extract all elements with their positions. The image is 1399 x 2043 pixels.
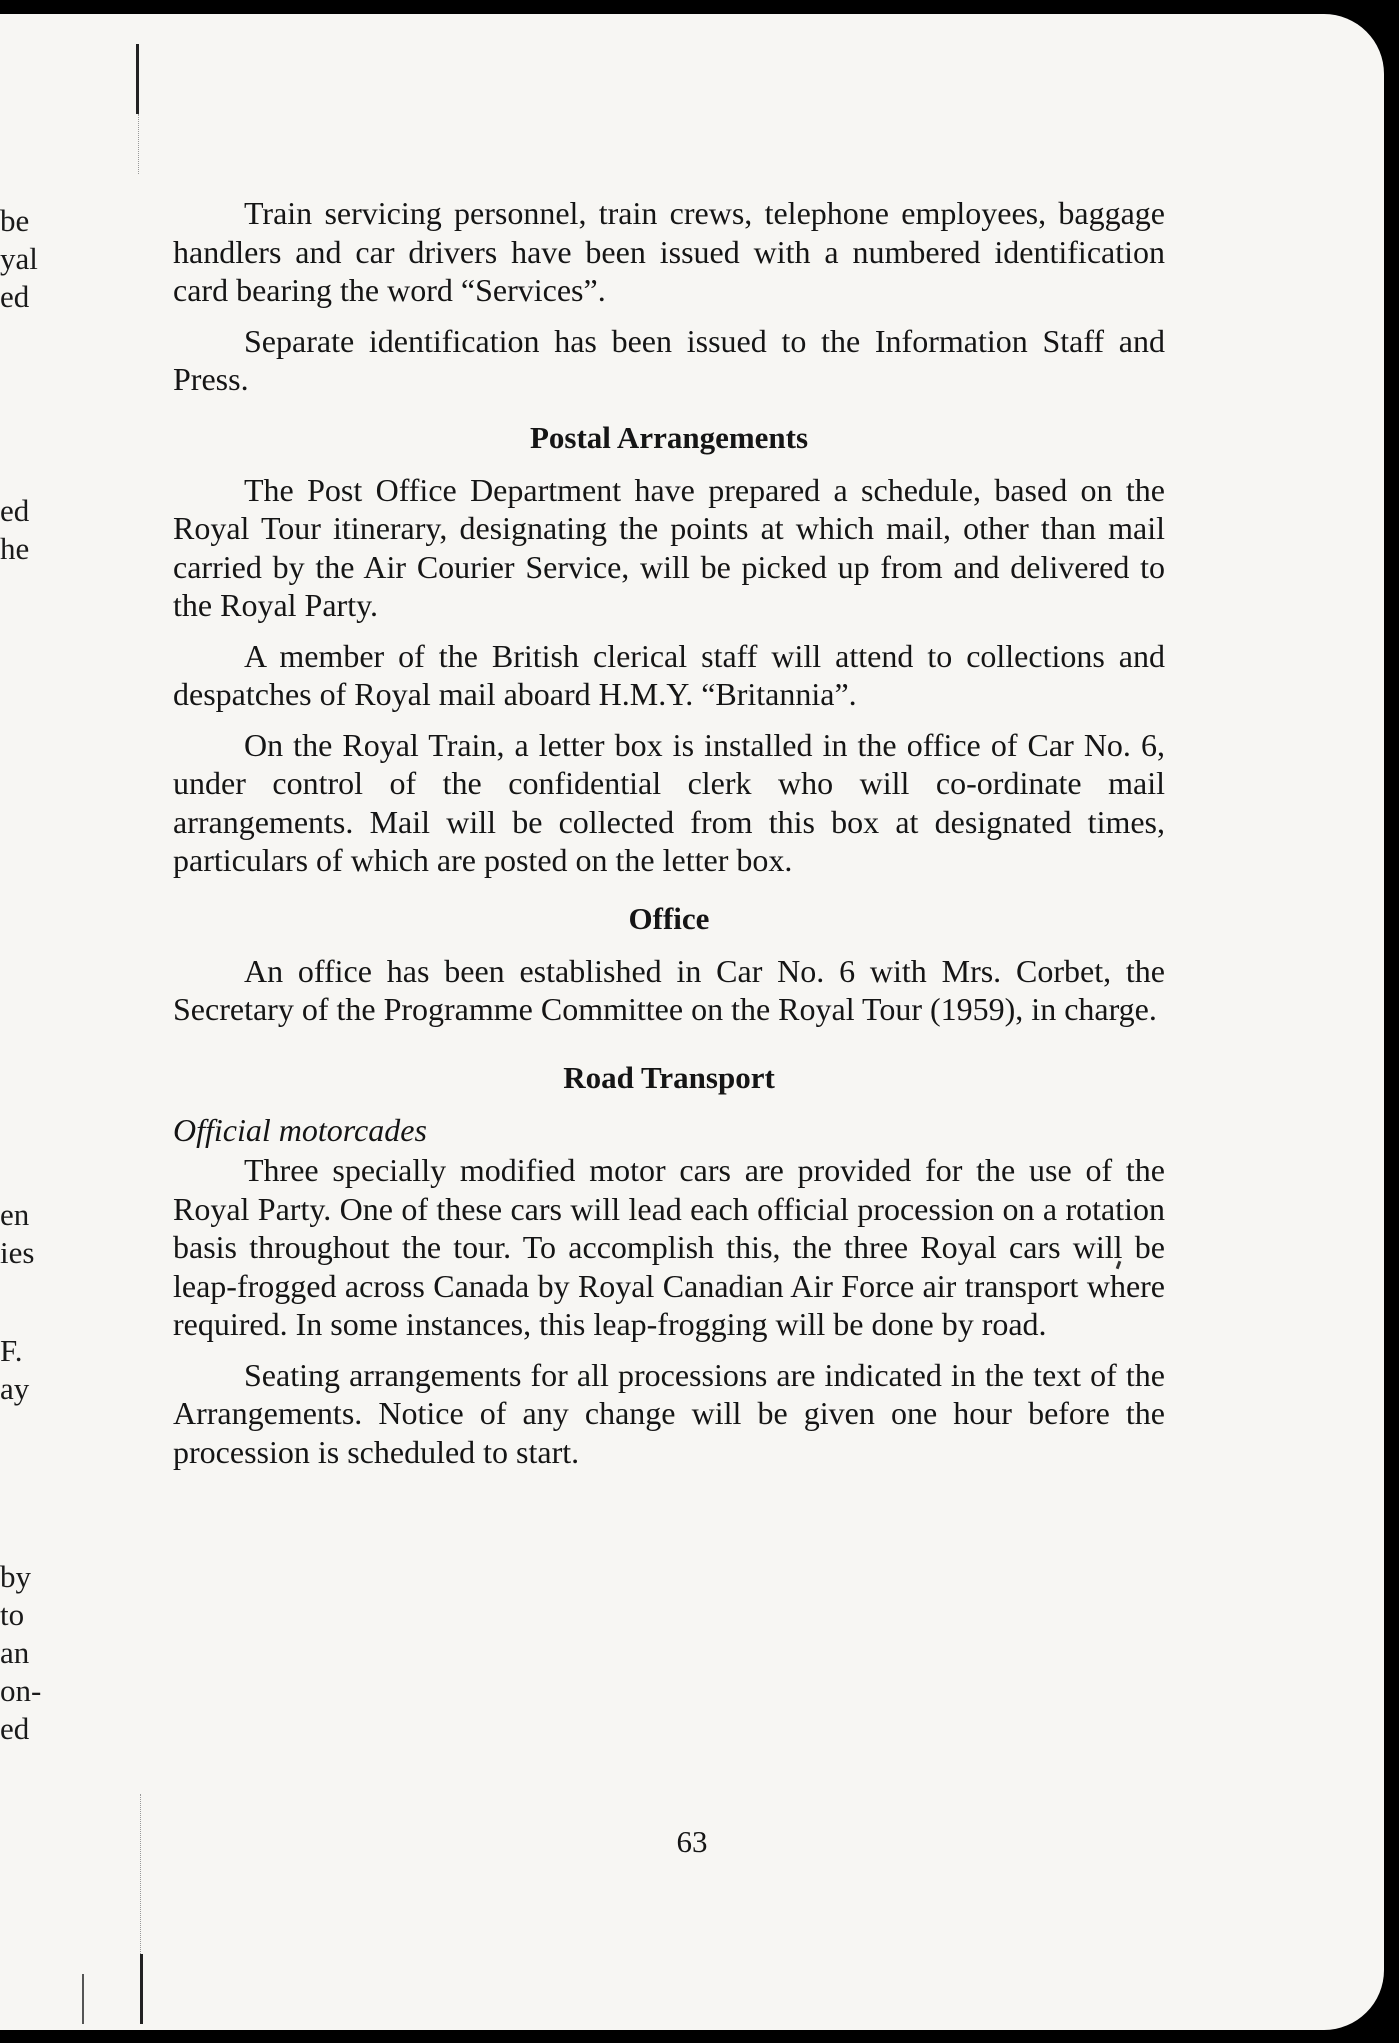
facing-page-fragment-4 [0, 1332, 29, 1408]
fragment-line: ed [0, 1711, 30, 1746]
intro-paragraph-1: Train servicing personnel, train crews, telephone employees, baggage handlers and car drivers have been issued with a numbered identification card bearing the word “Services”. [173, 195, 1165, 308]
office-heading: Office [628, 900, 710, 936]
fragment-line: F. [0, 1333, 23, 1368]
road-paragraph-2: Seating arrangements for all processions are indicated in the text of the Arrangements. Notice of any change will be given one hour before the procession is scheduled to start. [173, 1356, 1165, 1470]
fragment-line: yal [0, 241, 38, 276]
page-number: 63 [676, 1824, 708, 1859]
postal-paragraph-3: On the Royal Train, a letter box is installed in the office of Car No. 6, under control of the confidential clerk who will co-ordinate mail arrangements. Mail will be collected from this box at designated times, particulars of which are posted on the letter box. [173, 726, 1165, 878]
facing-page-fragment-5 [0, 1558, 41, 1748]
fragment-line: an [0, 1635, 30, 1670]
road-paragraph-1: Three specially modified motor cars are provided for the use of the Royal Party. One of these cars will lead each official procession on a rotation basis throughout the tour. To accomplish this, the three Royal cars will be leap-frogged across Canada by Royal Canadian Air Force air transport where required. In some instances, this leap-frogging will be done by road. [173, 1152, 1165, 1342]
postal-paragraph-2: A member of the British clerical staff will attend to collections and despatches of Royal mail aboard H.M.Y. “Britannia”. [173, 637, 1165, 712]
facing-page-fragment-2 [0, 492, 29, 568]
binding-mark-bottom [140, 1954, 143, 2024]
binding-dots-top [138, 114, 140, 174]
intro-paragraph-2: Separate identification has been issued to the Information Staff and Press. [173, 322, 1165, 397]
postal-paragraph-1: The Post Office Department have prepared a schedule, based on the Royal Tour itinerary, designating the points at which mail, other than mail carried by the Air Courier Service, will be picked up from and delivered to the Royal Party. [173, 471, 1165, 623]
fragment-line: ies [0, 1235, 35, 1270]
document-page [0, 14, 1384, 2030]
postal-heading: Postal Arrangements [529, 419, 809, 455]
fragment-line: en [0, 1197, 30, 1232]
binding-mark-top [136, 44, 139, 114]
fragment-line: ay [0, 1371, 30, 1406]
motorcades-subheading: Official motorcades [173, 1111, 427, 1148]
binding-dots-bottom [140, 1794, 142, 1954]
facing-page-fragment-3 [0, 1196, 34, 1272]
fragment-line: be [0, 203, 30, 238]
fragment-line: he [0, 531, 30, 566]
page-body [173, 194, 1165, 1483]
binding-mark-corner [82, 1974, 84, 2024]
office-paragraph-1: An office has been established in Car No. 6 with Mrs. Corbet, the Secretary of the Programme Committee on the Royal Tour (1959), in charge. [173, 952, 1165, 1027]
facing-page-fragment-1 [0, 202, 38, 316]
fragment-line: ed [0, 493, 30, 528]
fragment-line: by [0, 1559, 31, 1594]
fragment-line: ed [0, 279, 30, 314]
fragment-line: on- [0, 1673, 42, 1708]
fragment-line: to [0, 1597, 25, 1632]
road-transport-heading: Road Transport [563, 1059, 775, 1095]
